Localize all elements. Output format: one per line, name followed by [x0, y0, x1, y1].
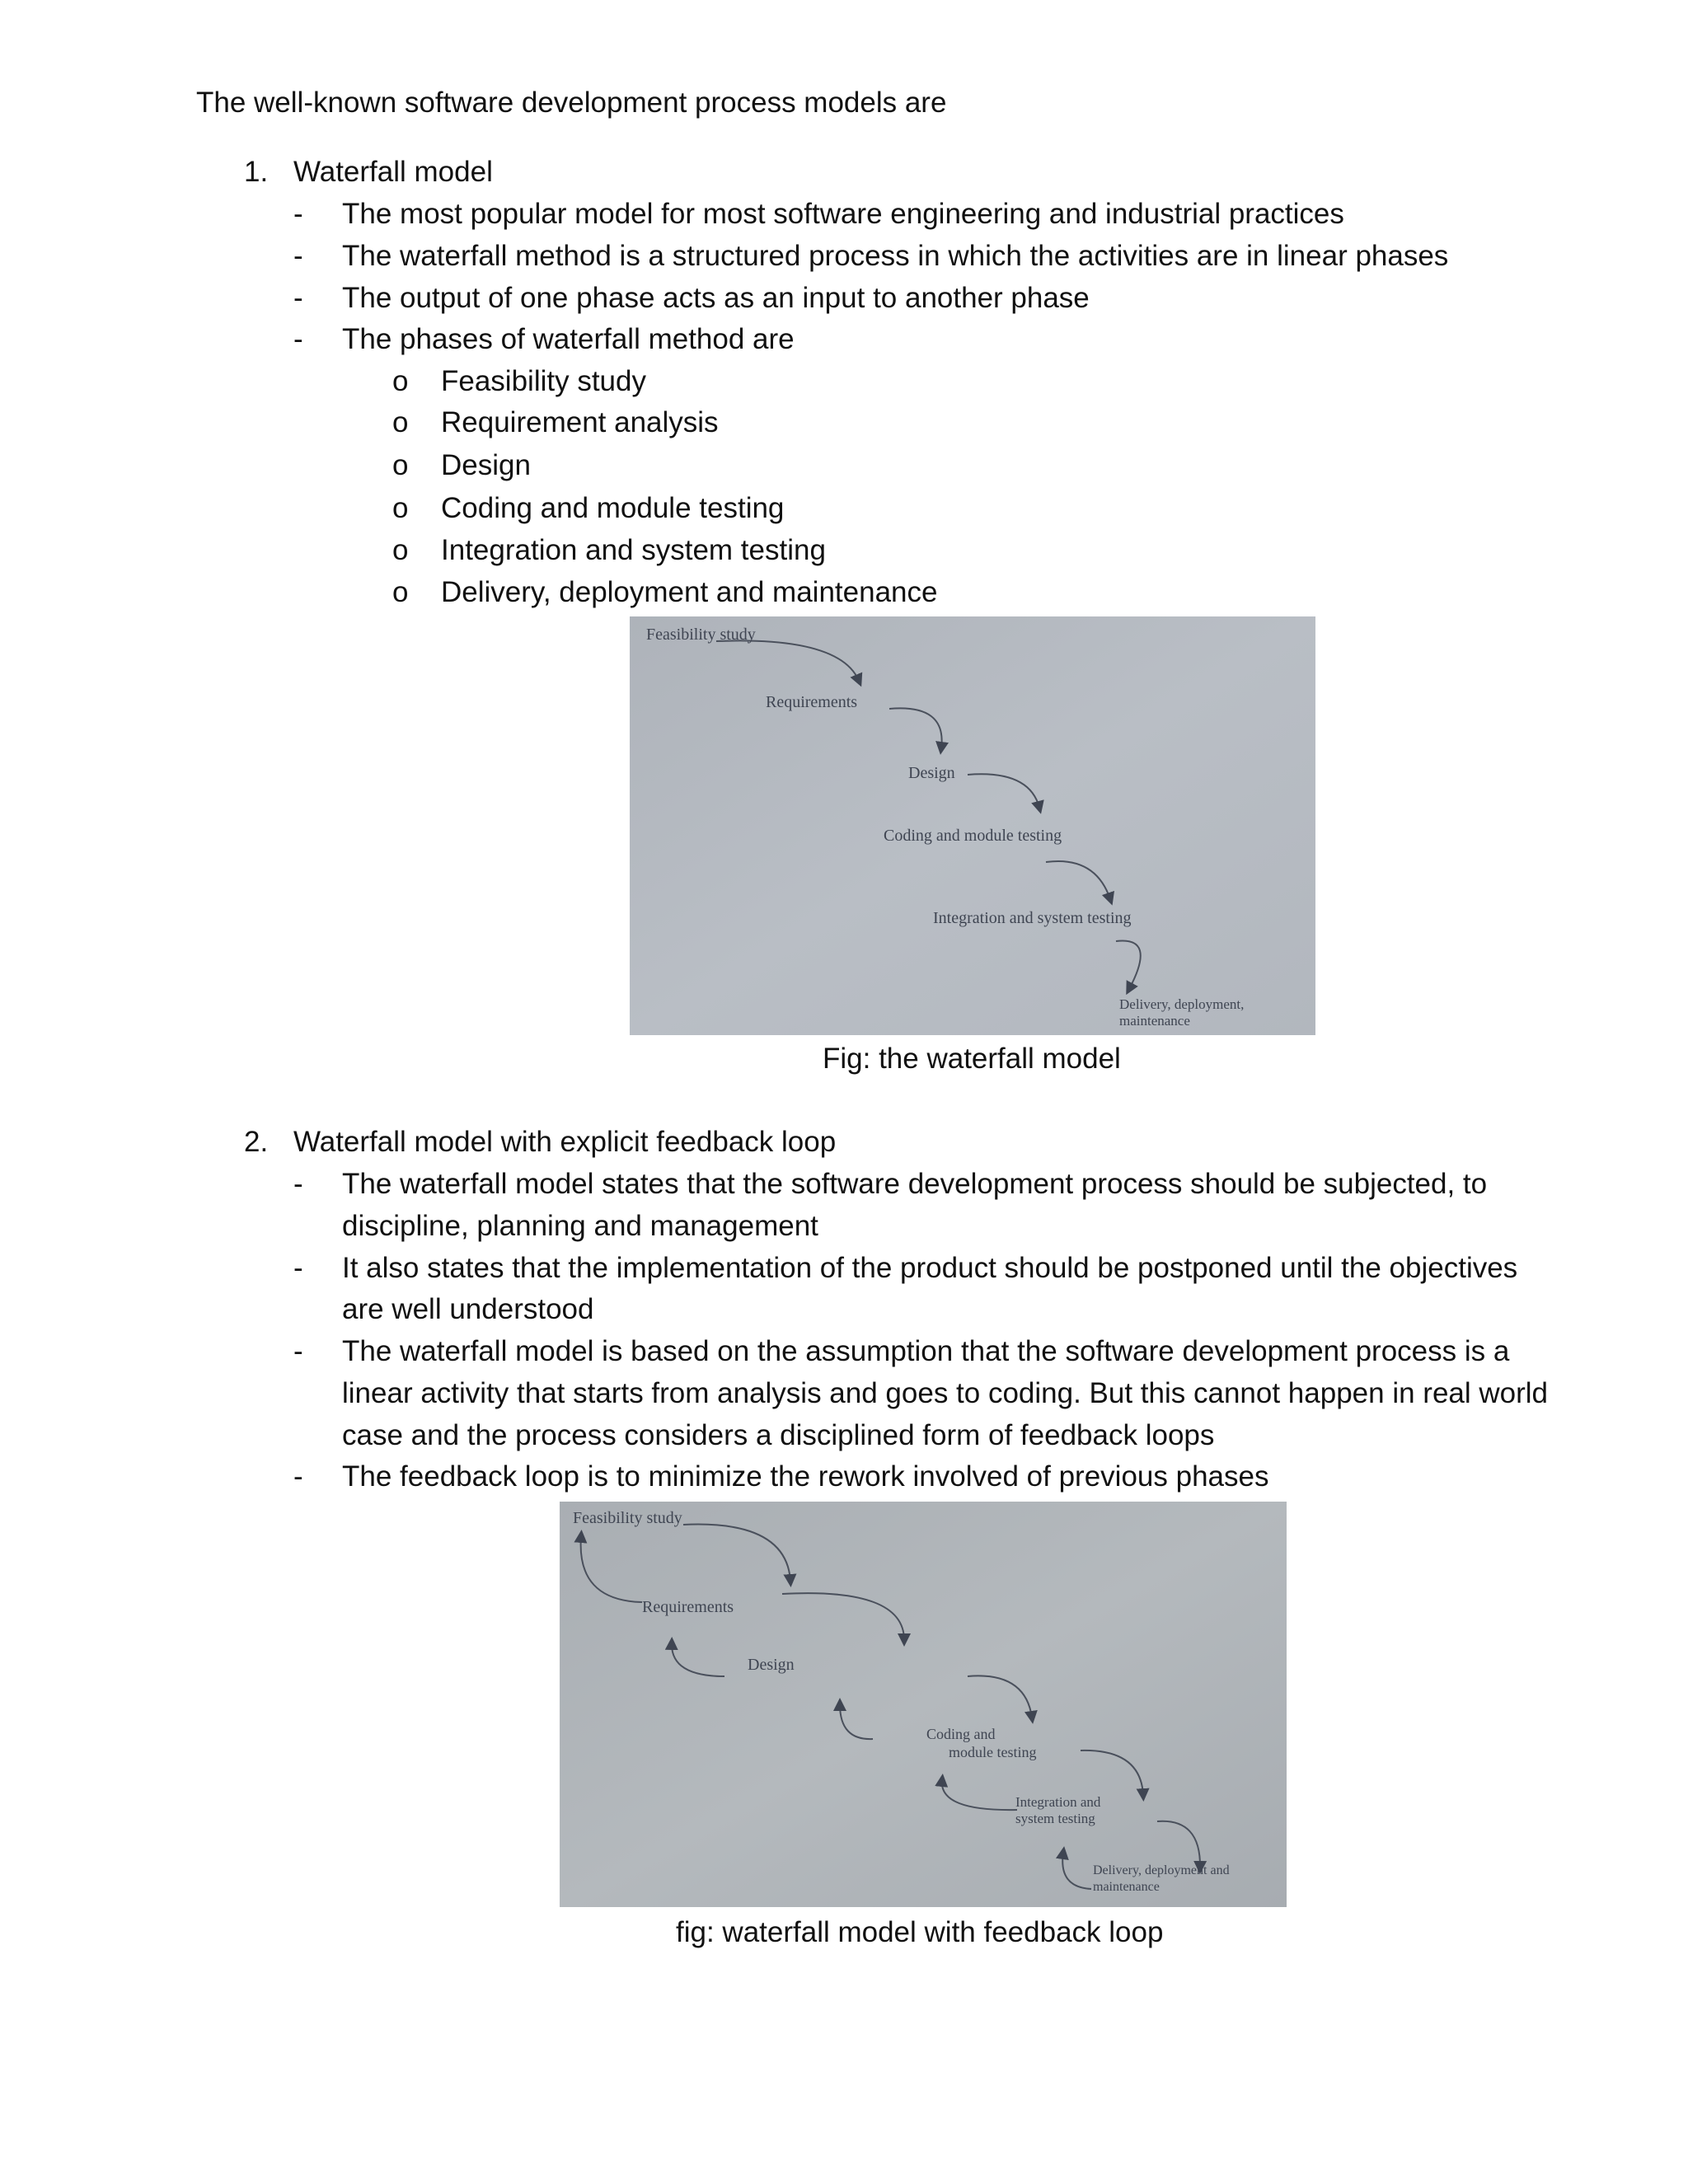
- fig1-label-integration: Integration and system testing: [933, 909, 1132, 927]
- section1-bullet-4: The phases of waterfall method are: [342, 323, 795, 355]
- waterfall-figure: [630, 616, 1315, 1035]
- phase-item: Coding and module testing: [441, 492, 785, 524]
- phase-item: Delivery, deployment and maintenance: [441, 576, 938, 608]
- fig1-label-delivery: Delivery, deployment,: [1119, 996, 1245, 1012]
- circle-bullet: o: [392, 492, 409, 524]
- dash-marker: -: [293, 1252, 303, 1284]
- fig2-label-requirements: Requirements: [642, 1598, 734, 1616]
- fig2-label-feasibility: Feasibility study: [573, 1509, 682, 1527]
- section1-number: 1.: [244, 156, 269, 188]
- section1-bullet-3: The output of one phase acts as an input to another phase: [342, 282, 1090, 314]
- fig2-label-delivery: Delivery, deployment and: [1093, 1863, 1230, 1877]
- section1-bullet-2: The waterfall method is a structured process in which the activities are in linear phases: [342, 240, 1449, 272]
- section2-bullet-1-cont: discipline, planning and management: [342, 1210, 818, 1242]
- fig2-label-integration-2: system testing: [1015, 1811, 1095, 1826]
- fig2-label-delivery-2: maintenance: [1093, 1880, 1160, 1894]
- section2-bullet-4: The feedback loop is to minimize the rework involved of previous phases: [342, 1460, 1269, 1493]
- fig1-label-feasibility: Feasibility study: [646, 626, 756, 644]
- section2-bullet-3-cont: linear activity that starts from analysis and goes to coding. But this cannot happen in real world: [342, 1377, 1549, 1409]
- circle-bullet: o: [392, 534, 409, 566]
- section2-bullet-1: The waterfall model states that the software development process should be subjected, to: [342, 1168, 1488, 1200]
- section2-bullet-2-cont: are well understood: [342, 1293, 594, 1325]
- dash-marker: -: [293, 282, 303, 314]
- phase-item: Feasibility study: [441, 365, 646, 397]
- phase-item: Integration and system testing: [441, 534, 826, 566]
- fig2-label-coding: Coding and: [926, 1726, 996, 1742]
- phase-item: Design: [441, 449, 531, 481]
- feedback-waterfall-figure: [560, 1502, 1287, 1907]
- dash-marker: -: [293, 240, 303, 272]
- dash-marker: -: [293, 1335, 303, 1367]
- section2-bullet-2: It also states that the implementation of the product should be postponed until the objectives: [342, 1252, 1518, 1284]
- fig1-label-requirements: Requirements: [766, 693, 858, 711]
- fig2-label-integration: Integration and: [1015, 1794, 1101, 1810]
- dash-marker: -: [293, 1168, 303, 1200]
- figure1-caption: Fig: the waterfall model: [823, 1043, 1121, 1075]
- circle-bullet: o: [392, 365, 409, 397]
- figure2-caption: fig: waterfall model with feedback loop: [676, 1916, 1164, 1948]
- fig2-label-coding-2: module testing: [949, 1744, 1037, 1760]
- intro-text: The well-known software development process models are: [196, 87, 947, 119]
- section2-bullet-3: The waterfall model is based on the assumption that the software development process is a: [342, 1335, 1510, 1367]
- circle-bullet: o: [392, 576, 409, 608]
- fig1-label-design: Design: [908, 764, 955, 782]
- section1-bullet-1: The most popular model for most software engineering and industrial practices: [342, 198, 1344, 230]
- section1-title: Waterfall model: [293, 156, 493, 188]
- phase-item: Requirement analysis: [441, 406, 719, 438]
- dash-marker: -: [293, 1460, 303, 1493]
- dash-marker: -: [293, 198, 303, 230]
- circle-bullet: o: [392, 406, 409, 438]
- fig2-label-design: Design: [748, 1656, 795, 1674]
- section2-title: Waterfall model with explicit feedback loop: [293, 1126, 837, 1158]
- dash-marker: -: [293, 323, 303, 355]
- section2-number: 2.: [244, 1126, 269, 1158]
- fig1-label-coding: Coding and module testing: [884, 827, 1062, 845]
- circle-bullet: o: [392, 449, 409, 481]
- fig1-label-delivery-2: maintenance: [1119, 1013, 1190, 1029]
- section2-bullet-3-cont2: case and the process considers a disciplined form of feedback loops: [342, 1419, 1215, 1451]
